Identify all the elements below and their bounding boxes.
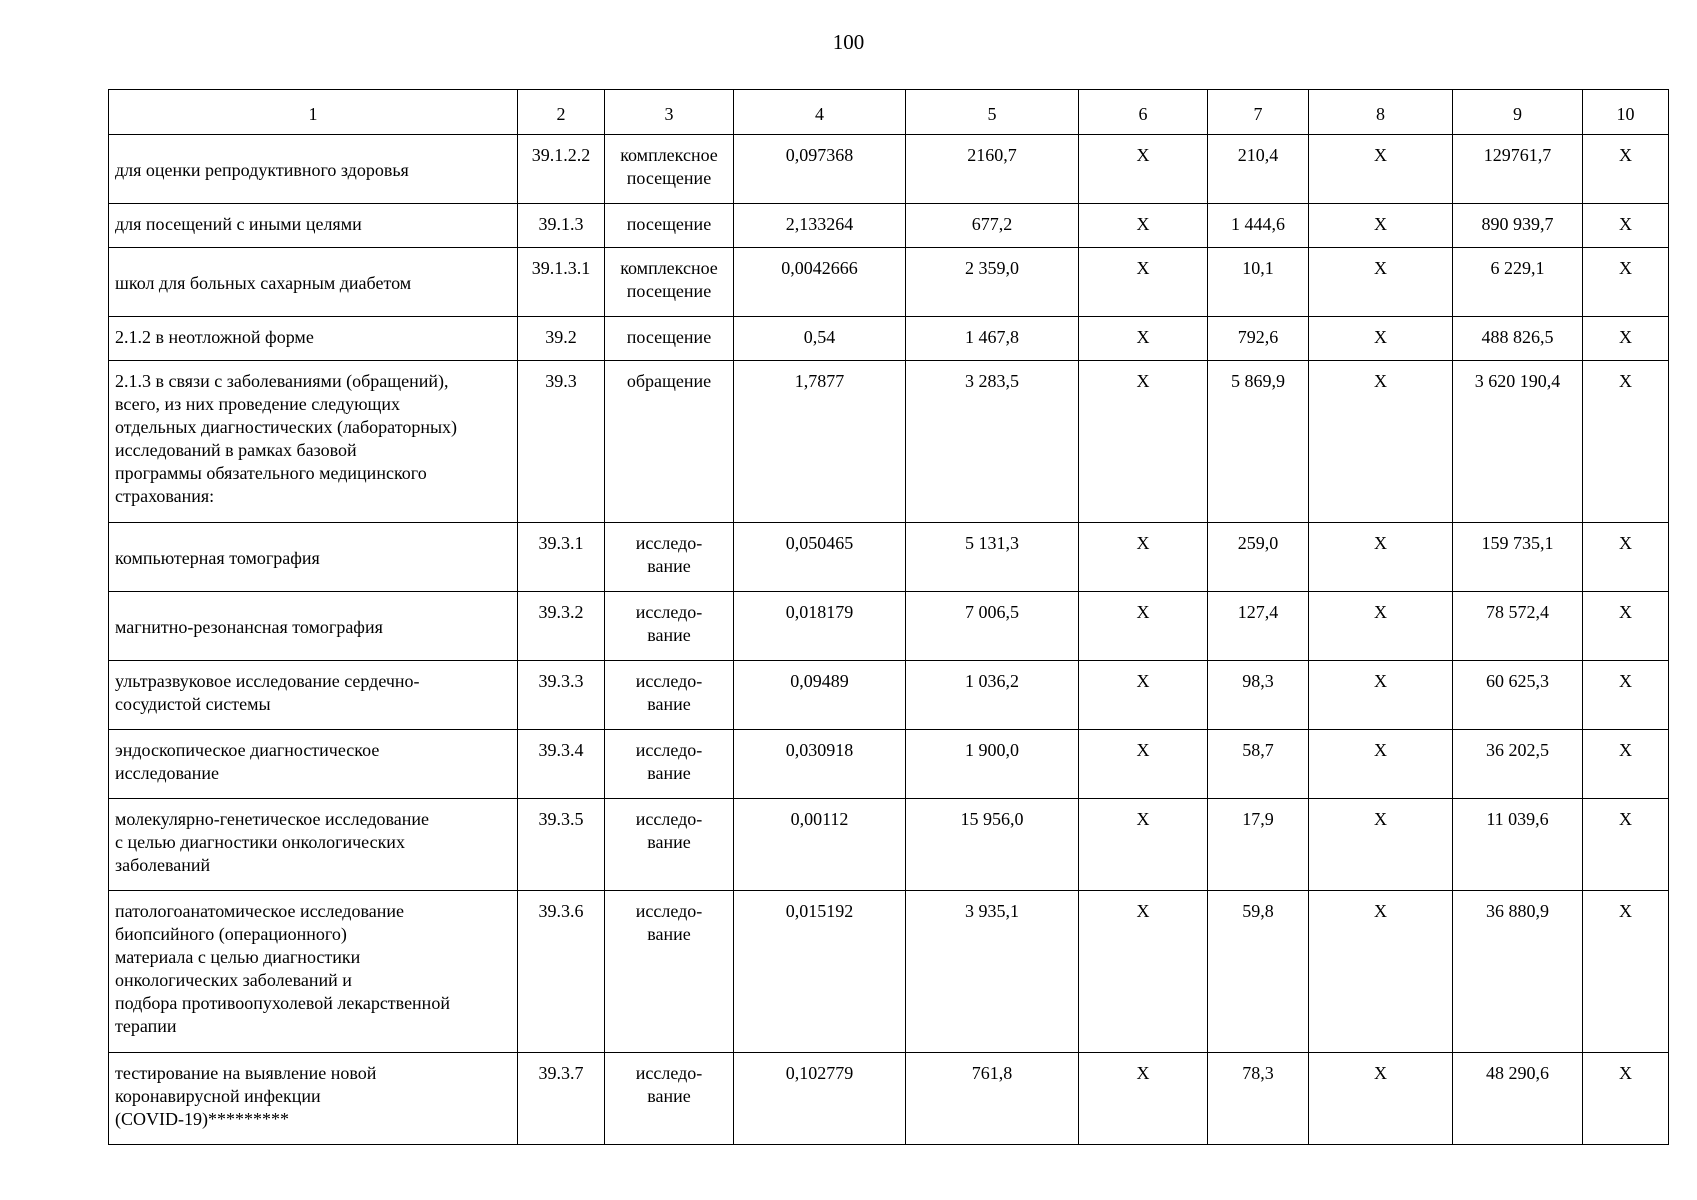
value-cell-7: 259,0 — [1208, 523, 1309, 592]
row-name-cell: для оценки репродуктивного здоровья — [109, 135, 518, 204]
value-cell-5: 3 283,5 — [906, 361, 1079, 523]
value-cell-10: Х — [1583, 730, 1669, 799]
row-name-cell: тестирование на выявление новой коронавирусной инфекции (COVID-19)********* — [109, 1053, 518, 1145]
value-cell-4: 0,54 — [734, 317, 906, 361]
column-header: 8 — [1309, 90, 1453, 135]
table-row — [109, 248, 1669, 317]
value-cell-4: 0,030918 — [734, 730, 906, 799]
value-cell-5: 1 036,2 — [906, 661, 1079, 730]
value-cell-5: 761,8 — [906, 1053, 1079, 1145]
value-cell-10: Х — [1583, 317, 1669, 361]
value-cell-10: Х — [1583, 248, 1669, 317]
column-number-row — [109, 90, 1669, 135]
row-name-cell: компьютерная томография — [109, 523, 518, 592]
row-code-cell: 39.3.1 — [518, 523, 605, 592]
row-code-cell: 39.3.7 — [518, 1053, 605, 1145]
value-cell-4: 1,7877 — [734, 361, 906, 523]
column-header: 9 — [1453, 90, 1583, 135]
row-code-cell: 39.3.4 — [518, 730, 605, 799]
value-cell-9: 129761,7 — [1453, 135, 1583, 204]
value-cell-7: 10,1 — [1208, 248, 1309, 317]
value-cell-8: Х — [1309, 248, 1453, 317]
column-header: 1 — [109, 90, 518, 135]
value-cell-8: Х — [1309, 661, 1453, 730]
row-name-cell: ультразвуковое исследование сердечно- сосудистой системы — [109, 661, 518, 730]
row-name-cell: эндоскопическое диагностическое исследование — [109, 730, 518, 799]
row-code-cell: 39.1.2.2 — [518, 135, 605, 204]
value-cell-7: 210,4 — [1208, 135, 1309, 204]
value-cell-6: Х — [1079, 317, 1208, 361]
row-unit-cell: исследо- вание — [605, 1053, 734, 1145]
value-cell-4: 0,018179 — [734, 592, 906, 661]
value-cell-10: Х — [1583, 891, 1669, 1053]
value-cell-7: 127,4 — [1208, 592, 1309, 661]
value-cell-7: 5 869,9 — [1208, 361, 1309, 523]
value-cell-8: Х — [1309, 317, 1453, 361]
row-code-cell: 39.3 — [518, 361, 605, 523]
table-body — [109, 135, 1669, 1145]
value-cell-7: 792,6 — [1208, 317, 1309, 361]
row-code-cell: 39.3.5 — [518, 799, 605, 891]
value-cell-9: 36 880,9 — [1453, 891, 1583, 1053]
table-row — [109, 361, 1669, 523]
value-cell-6: Х — [1079, 523, 1208, 592]
row-unit-cell: исследо- вание — [605, 799, 734, 891]
page-number: 100 — [832, 30, 865, 54]
value-cell-10: Х — [1583, 135, 1669, 204]
row-name-cell: 2.1.2 в неотложной форме — [109, 317, 518, 361]
table-row — [109, 661, 1669, 730]
table-row — [109, 891, 1669, 1053]
value-cell-10: Х — [1583, 361, 1669, 523]
value-cell-5: 3 935,1 — [906, 891, 1079, 1053]
value-cell-10: Х — [1583, 592, 1669, 661]
value-cell-8: Х — [1309, 891, 1453, 1053]
value-cell-7: 78,3 — [1208, 1053, 1309, 1145]
column-header: 4 — [734, 90, 906, 135]
value-cell-5: 5 131,3 — [906, 523, 1079, 592]
value-cell-9: 488 826,5 — [1453, 317, 1583, 361]
row-code-cell: 39.2 — [518, 317, 605, 361]
column-header: 5 — [906, 90, 1079, 135]
row-unit-cell: посещение — [605, 204, 734, 248]
value-cell-8: Х — [1309, 204, 1453, 248]
row-unit-cell: исследо- вание — [605, 592, 734, 661]
value-cell-6: Х — [1079, 799, 1208, 891]
value-cell-7: 17,9 — [1208, 799, 1309, 891]
column-header: 7 — [1208, 90, 1309, 135]
value-cell-9: 6 229,1 — [1453, 248, 1583, 317]
value-cell-6: Х — [1079, 661, 1208, 730]
row-unit-cell: исследо- вание — [605, 730, 734, 799]
table-row — [109, 523, 1669, 592]
row-code-cell: 39.3.6 — [518, 891, 605, 1053]
value-cell-9: 60 625,3 — [1453, 661, 1583, 730]
value-cell-7: 98,3 — [1208, 661, 1309, 730]
value-cell-6: Х — [1079, 730, 1208, 799]
value-cell-8: Х — [1309, 135, 1453, 204]
value-cell-6: Х — [1079, 891, 1208, 1053]
row-name-cell: магнитно-резонансная томография — [109, 592, 518, 661]
value-cell-4: 0,102779 — [734, 1053, 906, 1145]
table-row — [109, 592, 1669, 661]
row-code-cell: 39.1.3 — [518, 204, 605, 248]
column-header: 6 — [1079, 90, 1208, 135]
value-cell-5: 15 956,0 — [906, 799, 1079, 891]
table-row — [109, 204, 1669, 248]
row-name-cell: молекулярно-генетическое исследование с целью диагностики онкологических заболеваний — [109, 799, 518, 891]
value-cell-5: 7 006,5 — [906, 592, 1079, 661]
table-row — [109, 730, 1669, 799]
value-cell-9: 78 572,4 — [1453, 592, 1583, 661]
value-cell-6: Х — [1079, 135, 1208, 204]
value-cell-8: Х — [1309, 799, 1453, 891]
value-cell-7: 1 444,6 — [1208, 204, 1309, 248]
value-cell-8: Х — [1309, 730, 1453, 799]
row-name-cell: школ для больных сахарным диабетом — [109, 248, 518, 317]
row-code-cell: 39.3.3 — [518, 661, 605, 730]
value-cell-6: Х — [1079, 361, 1208, 523]
value-cell-4: 0,00112 — [734, 799, 906, 891]
row-unit-cell: комплексное посещение — [605, 135, 734, 204]
value-cell-5: 2 359,0 — [906, 248, 1079, 317]
column-header: 2 — [518, 90, 605, 135]
row-unit-cell: комплексное посещение — [605, 248, 734, 317]
value-cell-10: Х — [1583, 204, 1669, 248]
value-cell-8: Х — [1309, 1053, 1453, 1145]
value-cell-7: 59,8 — [1208, 891, 1309, 1053]
column-header: 10 — [1583, 90, 1669, 135]
value-cell-5: 677,2 — [906, 204, 1079, 248]
value-cell-5: 2160,7 — [906, 135, 1079, 204]
value-cell-6: Х — [1079, 592, 1208, 661]
row-name-cell: патологоанатомическое исследование биопсийного (операционного) материала с целью диагностики онкологических заболеваний и подбора противоопухолевой лекарственной терапии — [109, 891, 518, 1053]
value-cell-8: Х — [1309, 361, 1453, 523]
row-code-cell: 39.1.3.1 — [518, 248, 605, 317]
row-unit-cell: исследо- вание — [605, 891, 734, 1053]
value-cell-6: Х — [1079, 204, 1208, 248]
row-unit-cell: исследо- вание — [605, 661, 734, 730]
value-cell-7: 58,7 — [1208, 730, 1309, 799]
value-cell-10: Х — [1583, 1053, 1669, 1145]
value-cell-4: 0,097368 — [734, 135, 906, 204]
value-cell-4: 0,0042666 — [734, 248, 906, 317]
value-cell-8: Х — [1309, 523, 1453, 592]
value-cell-10: Х — [1583, 799, 1669, 891]
value-cell-6: Х — [1079, 1053, 1208, 1145]
value-cell-5: 1 467,8 — [906, 317, 1079, 361]
table-row — [109, 799, 1669, 891]
row-code-cell: 39.3.2 — [518, 592, 605, 661]
row-unit-cell: посещение — [605, 317, 734, 361]
value-cell-5: 1 900,0 — [906, 730, 1079, 799]
value-cell-9: 890 939,7 — [1453, 204, 1583, 248]
row-unit-cell: обращение — [605, 361, 734, 523]
row-name-cell: для посещений с иными целями — [109, 204, 518, 248]
row-name-cell: 2.1.3 в связи с заболеваниями (обращений), всего, из них проведение следующих отдельных диагностических (лабораторных) исследований в рамках базовой программы обязательного медицинского страхования: — [109, 361, 518, 523]
value-cell-10: Х — [1583, 661, 1669, 730]
value-cell-9: 36 202,5 — [1453, 730, 1583, 799]
value-cell-4: 0,09489 — [734, 661, 906, 730]
value-cell-9: 3 620 190,4 — [1453, 361, 1583, 523]
value-cell-6: Х — [1079, 248, 1208, 317]
value-cell-4: 0,050465 — [734, 523, 906, 592]
value-cell-9: 159 735,1 — [1453, 523, 1583, 592]
value-cell-4: 2,133264 — [734, 204, 906, 248]
row-unit-cell: исследо- вание — [605, 523, 734, 592]
value-cell-4: 0,015192 — [734, 891, 906, 1053]
value-cell-9: 48 290,6 — [1453, 1053, 1583, 1145]
value-cell-8: Х — [1309, 592, 1453, 661]
table-row — [109, 135, 1669, 204]
table-row — [109, 317, 1669, 361]
value-cell-10: Х — [1583, 523, 1669, 592]
data-table — [108, 89, 1669, 1145]
column-header: 3 — [605, 90, 734, 135]
table-row — [109, 1053, 1669, 1145]
value-cell-9: 11 039,6 — [1453, 799, 1583, 891]
